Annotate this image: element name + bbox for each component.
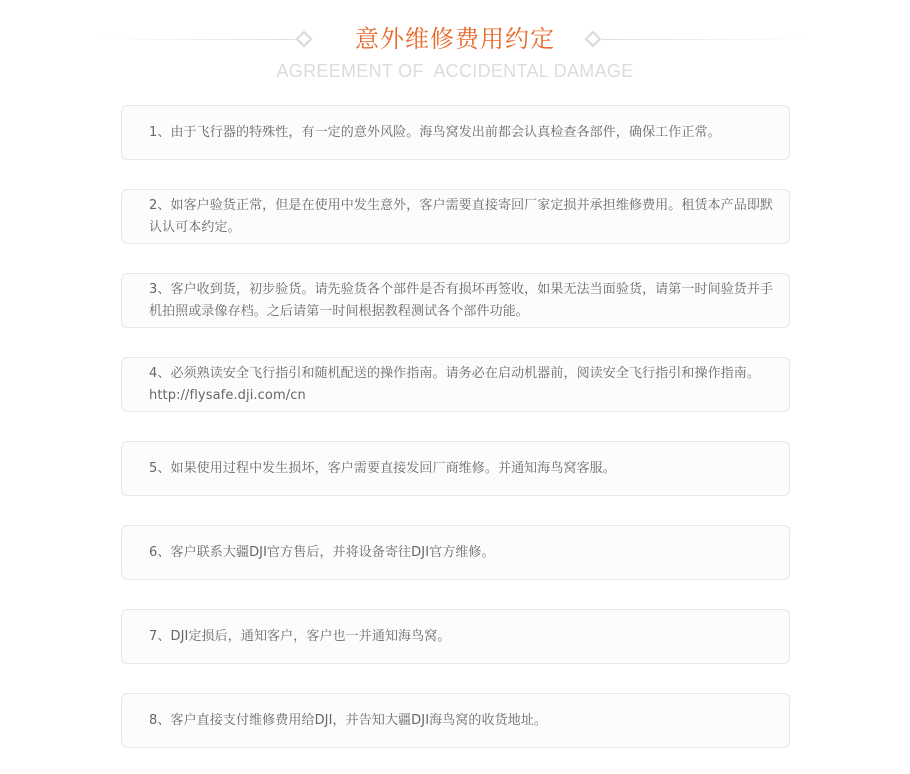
agreement-list xyxy=(121,105,790,774)
agreement-item-4 xyxy=(121,357,790,412)
page-title: 意外维修费用约定 xyxy=(355,25,555,53)
agreement-item-text: 4、必须熟读安全飞行指引和随机配送的操作指南。请务必在启动机器前，阅读安全飞行指引和操作指南。http://flysafe.dji.com/cn xyxy=(149,365,760,403)
agreement-item-7 xyxy=(121,609,790,664)
agreement-item-text: 8、客户直接支付维修费用给DJI，并告知大疆DJI海鸟窝的收货地址。 xyxy=(149,712,548,728)
agreement-item-text: 3、客户收到货，初步验货。请先验货各个部件是否有损坏再签收，如果无法当面验货，请第一时间验货并手机拍照或录像存档。之后请第一时间根据教程测试各个部件功能。 xyxy=(149,281,774,319)
agreement-item-text: 5、如果使用过程中发生损坏，客户需要直接发回厂商维修。并通知海鸟窝客服。 xyxy=(149,460,616,476)
agreement-item-1 xyxy=(121,105,790,160)
agreement-item-5 xyxy=(121,441,790,496)
agreement-item-3 xyxy=(121,273,790,328)
page-subtitle: AGREEMENT OF ACCIDENTAL DAMAGE xyxy=(276,61,634,81)
agreement-item-text: 1、由于飞行器的特殊性，有一定的意外风险。海鸟窝发出前都会认真检查各部件，确保工作正常。 xyxy=(149,124,721,140)
agreement-item-8 xyxy=(121,693,790,748)
agreement-item-text: 2、如客户验货正常，但是在使用中发生意外，客户需要直接寄回厂家定损并承担维修费用。租赁本产品即默认认可本约定。 xyxy=(149,197,774,235)
agreement-item-6 xyxy=(121,525,790,580)
agreement-item-text: 6、客户联系大疆DJI官方售后，并将设备寄往DJI官方维修。 xyxy=(149,544,495,560)
agreement-item-text: 7、DJI定损后，通知客户，客户也一并通知海鸟窝。 xyxy=(149,628,451,644)
header-divider-right xyxy=(602,39,807,40)
section-header xyxy=(0,0,910,95)
agreement-item-2 xyxy=(121,189,790,244)
